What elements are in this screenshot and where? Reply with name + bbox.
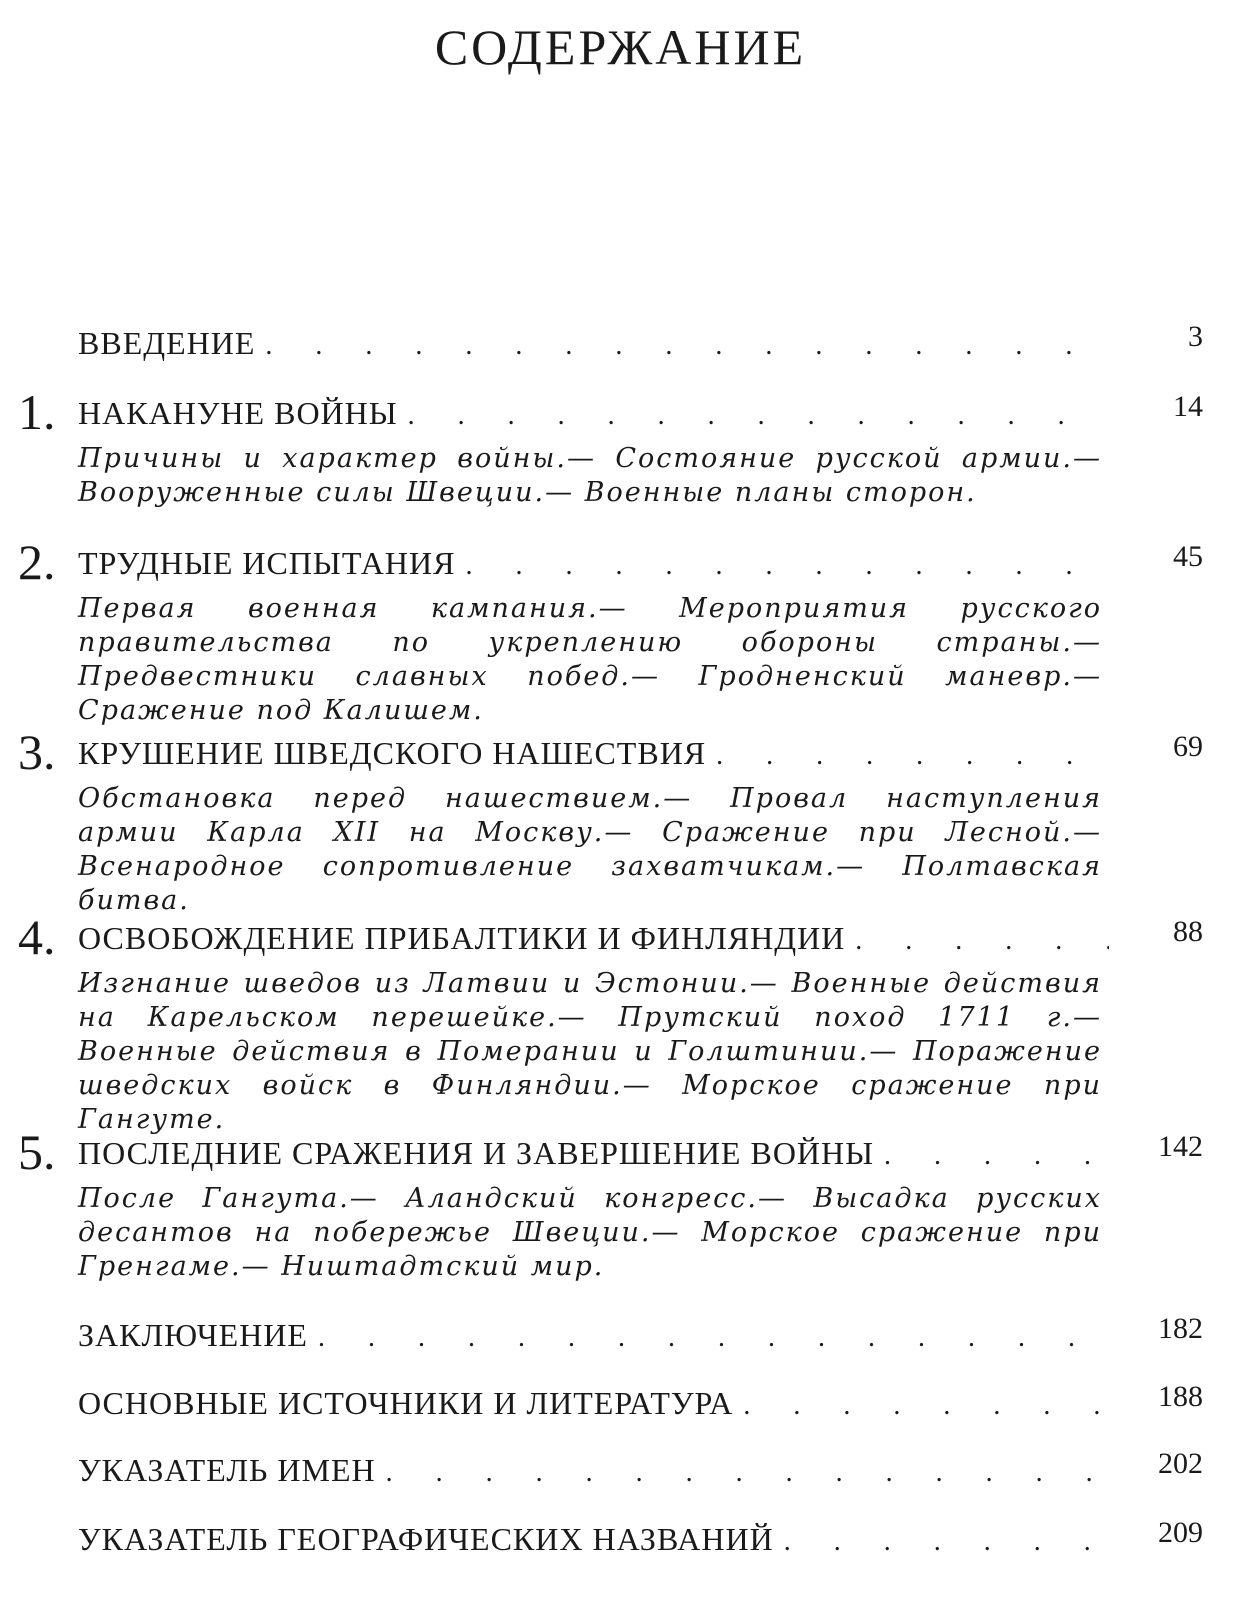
toc-entry: [0, 1124, 1241, 1282]
dot-leader: [408, 393, 1109, 439]
chapter-title: УКАЗАТЕЛЬ ИМЕН: [78, 1452, 376, 1488]
toc-entry-heading-row: [0, 724, 1241, 780]
toc-entry-heading-row: [0, 1124, 1241, 1180]
toc-entry: [0, 1312, 1241, 1358]
page-number: 88: [1173, 915, 1203, 948]
toc-entry-heading-row: [0, 1516, 1241, 1562]
chapter-title: ТРУДНЫЕ ИСПЫТАНИЯ: [78, 545, 456, 581]
toc-entry-heading-row: [0, 1380, 1241, 1426]
toc-entry: [0, 909, 1241, 1135]
toc-entry: [0, 534, 1241, 726]
toc-entry-heading-row: [0, 384, 1241, 440]
dot-leader: [784, 1519, 1109, 1565]
page-number: 14: [1173, 390, 1203, 423]
chapter-title: КРУШЕНИЕ ШВЕДСКОГО НАШЕСТВИЯ: [78, 735, 707, 771]
page-number: 69: [1173, 730, 1203, 763]
page-number: 209: [1158, 1516, 1203, 1549]
toc-entry-heading-row: [0, 1312, 1241, 1358]
dot-leader: [265, 323, 1109, 369]
chapter-number: 4.: [18, 909, 56, 965]
dot-leader: [743, 1383, 1109, 1429]
chapter-title: ПОСЛЕДНИЕ СРАЖЕНИЯ И ЗАВЕРШЕНИЕ ВОЙНЫ: [78, 1135, 875, 1171]
chapter-title: ВВЕДЕНИЕ: [78, 325, 256, 361]
chapter-title: ЗАКЛЮЧЕНИЕ: [78, 1317, 308, 1353]
page-number: 142: [1158, 1130, 1203, 1163]
chapter-title: ОСНОВНЫЕ ИСТОЧНИКИ И ЛИТЕРАТУРА: [78, 1385, 734, 1421]
chapter-number: 5.: [18, 1124, 56, 1180]
dot-leader: [465, 543, 1109, 589]
chapter-summary: После Гангута.— Аландский конгресс.— Высадка русских десантов на побережье Швеции.— Морское сражение при Гренгаме.— Ништадтский мир.: [78, 1183, 1102, 1282]
dot-leader: [855, 918, 1109, 964]
toc-entry-heading-row: [0, 320, 1241, 366]
chapter-summary: Изгнание шведов из Латвии и Эстонии.— Военные действия на Карельском перешейке.— Прутский поход 1711 г.— Военные действия в Померании и Голштинии.— Поражение шведских войск в Финляндии.— Морское сражение при Гангуте.: [78, 968, 1102, 1135]
page-number: 202: [1158, 1447, 1203, 1480]
page-number: 188: [1158, 1380, 1203, 1413]
toc-entry: [0, 384, 1241, 508]
toc-entry: [0, 724, 1241, 916]
toc-entry: [0, 1380, 1241, 1426]
toc-line: [78, 1380, 1109, 1429]
toc-line: [78, 320, 1109, 369]
page-number: 45: [1173, 540, 1203, 573]
toc-entry-heading-row: [0, 534, 1241, 590]
chapter-title: УКАЗАТЕЛЬ ГЕОГРАФИЧЕСКИХ НАЗВАНИЙ: [78, 1521, 774, 1557]
dot-leader: [884, 1133, 1109, 1179]
toc-entry-heading-row: [0, 909, 1241, 965]
chapter-number: 3.: [18, 724, 56, 780]
dot-leader: [318, 1315, 1109, 1361]
toc-entry: [0, 1447, 1241, 1493]
chapter-summary: Причины и характер войны.— Состояние русской армии.— Вооруженные силы Швеции.— Военные планы сторон.: [78, 443, 1102, 508]
toc-line: [78, 1130, 1109, 1179]
toc-entry-heading-row: [0, 1447, 1241, 1493]
toc-line: [78, 730, 1109, 779]
toc-entry: [0, 320, 1241, 366]
toc-line: [78, 1516, 1109, 1565]
page-number: 182: [1158, 1312, 1203, 1345]
toc-line: [78, 915, 1109, 964]
page-number: 3: [1188, 320, 1203, 353]
toc-line: [78, 540, 1109, 589]
page-title: СОДЕРЖАНИЕ: [434, 19, 807, 75]
toc-entry: [0, 1516, 1241, 1562]
dot-leader: [716, 733, 1109, 779]
toc-line: [78, 1447, 1109, 1496]
toc-line: [78, 390, 1109, 439]
toc-line: [78, 1312, 1109, 1361]
chapter-summary: Обстановка перед нашествием.— Провал наступления армии Карла XII на Москву.— Сражение при Лесной.— Всенародное сопротивление захватчикам.— Полтавская битва.: [78, 783, 1102, 916]
chapter-number: 2.: [18, 534, 56, 590]
chapter-number: 1.: [18, 384, 56, 440]
chapter-title: НАКАНУНЕ ВОЙНЫ: [78, 395, 398, 431]
chapter-summary: Первая военная кампания.— Мероприятия русского правительства по укреплению обороны страны.— Предвестники славных побед.— Гродненский маневр.— Сражение под Калишем.: [78, 593, 1102, 726]
dot-leader: [386, 1450, 1109, 1496]
chapter-title: ОСВОБОЖДЕНИЕ ПРИБАЛТИКИ И ФИНЛЯНДИИ: [78, 920, 846, 956]
